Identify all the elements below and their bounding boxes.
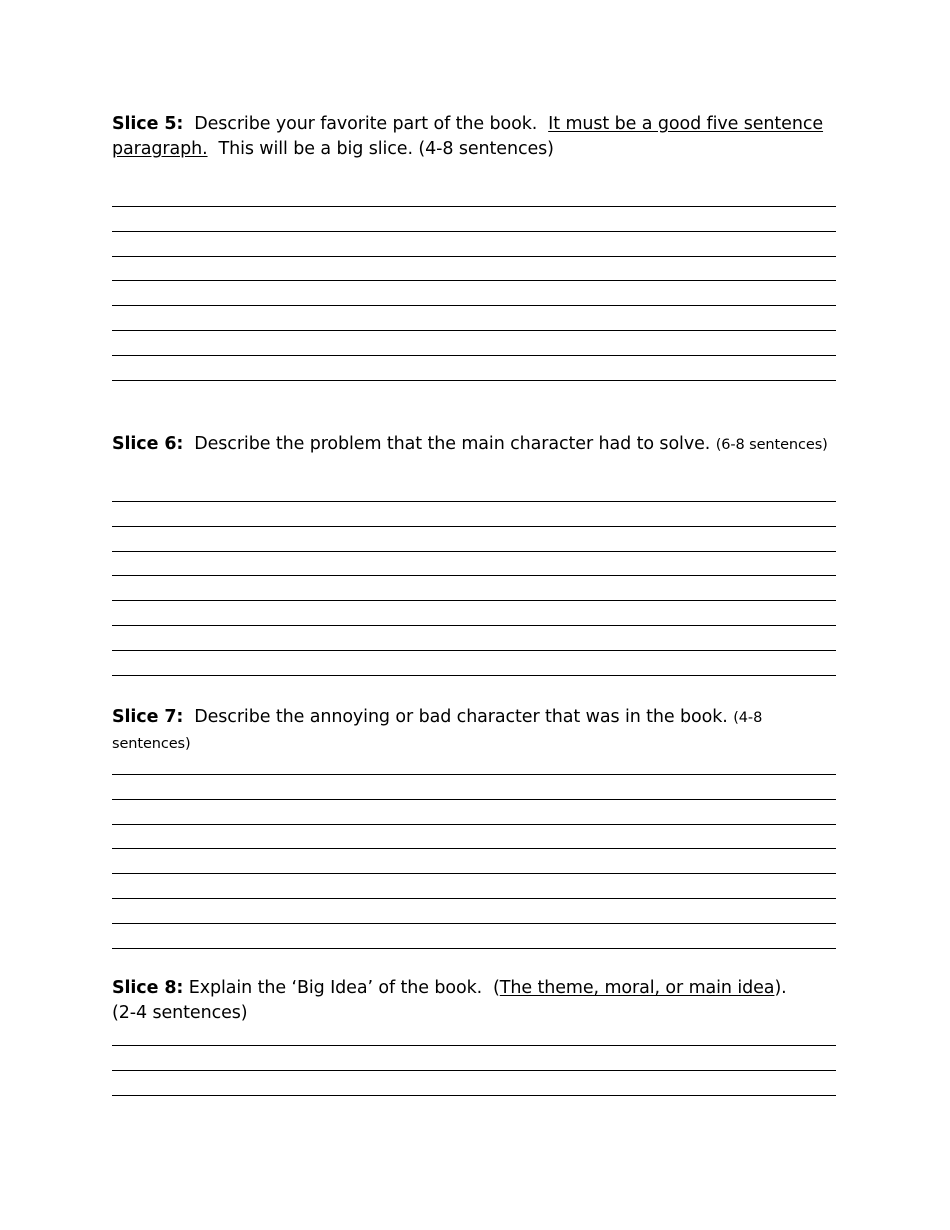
writing-line[interactable] (112, 1095, 836, 1096)
writing-line[interactable] (112, 848, 836, 849)
writing-line[interactable] (112, 675, 836, 676)
writing-line[interactable] (112, 774, 836, 775)
writing-line[interactable] (112, 231, 836, 232)
slice-8-label: Slice 8: (112, 978, 184, 998)
writing-line[interactable] (112, 280, 836, 281)
writing-line[interactable] (112, 551, 836, 552)
writing-line[interactable] (112, 600, 836, 601)
writing-line[interactable] (112, 206, 836, 207)
slice-8-paren-open: ( (493, 978, 500, 998)
writing-line[interactable] (112, 898, 836, 899)
writing-line[interactable] (112, 824, 836, 825)
writing-line[interactable] (112, 501, 836, 502)
slice-8-paren-close: ). (774, 978, 787, 998)
writing-line[interactable] (112, 923, 836, 924)
slice-8-text: Explain the ‘Big Idea’ of the book. (188, 978, 483, 998)
slice-8-sentence-count: (2-4 sentences) (112, 1003, 248, 1023)
writing-line[interactable] (112, 330, 836, 331)
writing-line[interactable] (112, 799, 836, 800)
slice-6-text: Describe the problem that the main character had to solve. (194, 434, 711, 454)
writing-line[interactable] (112, 575, 836, 576)
writing-line[interactable] (112, 650, 836, 651)
writing-line[interactable] (112, 526, 836, 527)
slice-7-sentence-count: (4-8 sentences) (112, 710, 763, 752)
writing-line[interactable] (112, 355, 836, 356)
slice-7-writing-lines[interactable] (112, 774, 836, 972)
slice-5-writing-lines[interactable] (112, 206, 836, 404)
slice-7-label: Slice 7: (112, 707, 184, 727)
slice-8-requirement: The theme, moral, or main idea (499, 978, 775, 998)
slice-6-label: Slice 6: (112, 434, 184, 454)
slice-7-text: Describe the annoying or bad character that was in the book. (194, 707, 728, 727)
writing-line[interactable] (112, 1070, 836, 1071)
slice-5-tail: This will be a big slice. (4-8 sentences) (218, 139, 554, 159)
slice-6-prompt (112, 432, 838, 458)
slice-8-prompt (112, 976, 838, 1026)
slice-5-prompt (112, 112, 838, 162)
slice-5-text: Describe your favorite part of the book. (194, 114, 538, 134)
slice-6-writing-lines[interactable] (112, 501, 836, 699)
slice-7-prompt (112, 705, 838, 757)
writing-line[interactable] (112, 1045, 836, 1046)
slice-5-label: Slice 5: (112, 114, 184, 134)
slice-8-writing-lines[interactable] (112, 1045, 836, 1119)
slice-6-sentence-count: (6-8 sentences) (715, 437, 828, 453)
writing-line[interactable] (112, 948, 836, 949)
writing-line[interactable] (112, 380, 836, 381)
slice-5-requirement: It must be a good five sentence paragraph. (112, 114, 824, 159)
writing-line[interactable] (112, 305, 836, 306)
writing-line[interactable] (112, 873, 836, 874)
writing-line[interactable] (112, 625, 836, 626)
writing-line[interactable] (112, 256, 836, 257)
